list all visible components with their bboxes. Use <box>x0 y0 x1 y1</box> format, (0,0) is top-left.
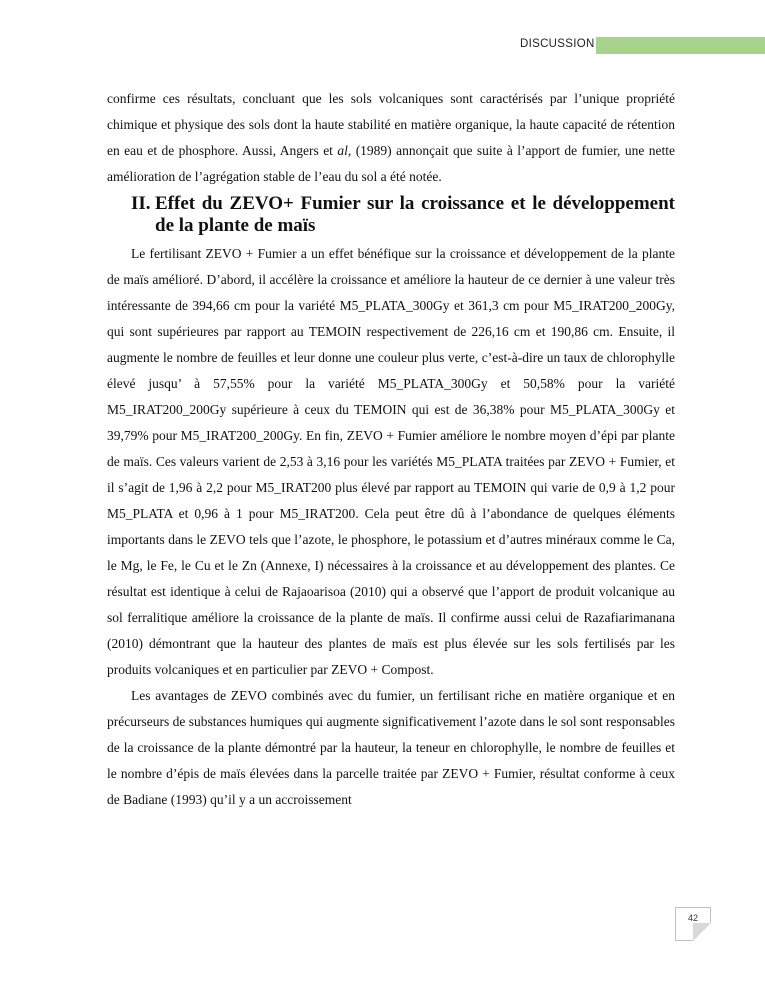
page-body <box>107 86 675 813</box>
body-paragraph-1: Le fertilisant ZEVO + Fumier a un effet bénéfique sur la croissance et développement de la plante de maïs amélioré. D’abord, il accélère la croissance et améliore la hauteur de ce dernier à une valeur très intéressante de 394,66 cm pour la variété M5_PLATA_300Gy et 361,3 cm pour M5_IRAT200_200Gy, qui sont supérieures par rapport au TEMOIN respectivement de 226,16 cm et 190,86 cm. Ensuite, il augmente le nombre de feuilles et leur donne une couleur plus verte, c’est-à-dire un taux de chlorophylle élevé jusqu’ à 57,55% pour la variété M5_PLATA_300Gy et 50,58% pour la variété M5_IRAT200_200Gy supérieure à ceux du TEMOIN qui est de 36,38% pour M5_PLATA_300Gy et 39,79% pour M5_IRAT200_200Gy. En fin, ZEVO + Fumier améliore le nombre moyen d’épi par plante de maïs. Ces valeurs varient de 2,53 à 3,16 pour les variétés M5_PLATA traitées par ZEVO + Fumier, et il s’agit de 1,96 à 2,2 pour M5_IRAT200 plus élevé par rapport au TEMOIN qui varie de 0,9 à 1,2 pour M5_PLATA et 0,96 à 1 pour M5_IRAT200. Cela peut être dû à l’abondance de quelques éléments importants dans le ZEVO tels que l’azote, le phosphore, le potassium et d’autres minéraux comme le Ca, le Mg, le Fe, le Cu et le Zn (Annexe, I) nécessaires à la croissance et au développement des plantes. Ce résultat est identique à celui de Rajaoarisoa (2010) qui a observé que l’apport de produit volcanique au sol ferralitique améliore la croissance de la plante de maïs. Il confirme aussi celui de Razafiarimanana (2010) démontrant que la hauteur des plantes de maïs est plus élevée sur les sols fertilisés par les produits volcaniques et en particulier par ZEVO + Compost. <box>107 246 675 677</box>
intro-paragraph: confirme ces résultats, concluant que les sols volcaniques sont caractérisés par l’unique propriété chimique et physique des sols dont la haute stabilité en matière organique, la haute capacité de rétention en eau et de phosphore. Aussi, Angers et al, (1989) annonçait que suite à l’apport de fumier, une nette amélioration de l’agrégation stable de l’eau du sol a été notée. <box>107 91 676 184</box>
body-paragraph-2: Les avantages de ZEVO combinés avec du fumier, un fertilisant riche en matière organique et en précurseurs de substances humiques qui augmente significativement l’azote dans le sol sont responsables de la croissance de la plante démontré par la hauteur, la teneur en chlorophylle, le nombre de feuilles et le nombre d’épis de maïs élevées dans la parcelle traitée par ZEVO + Fumier, résultat conforme à ceux de Badiane (1993) qu’il y a un accroissement <box>107 688 675 807</box>
page-number-box <box>675 907 711 941</box>
page-number: 42 <box>687 913 698 923</box>
section-heading <box>107 193 675 237</box>
section-header-label: DISCUSSION <box>520 38 595 50</box>
section-title: Effet du ZEVO+ Fumier sur la croissance et le développement de la plante de maïs <box>155 193 675 236</box>
section-number: II. <box>131 193 151 214</box>
header-accent-bar <box>596 37 765 54</box>
